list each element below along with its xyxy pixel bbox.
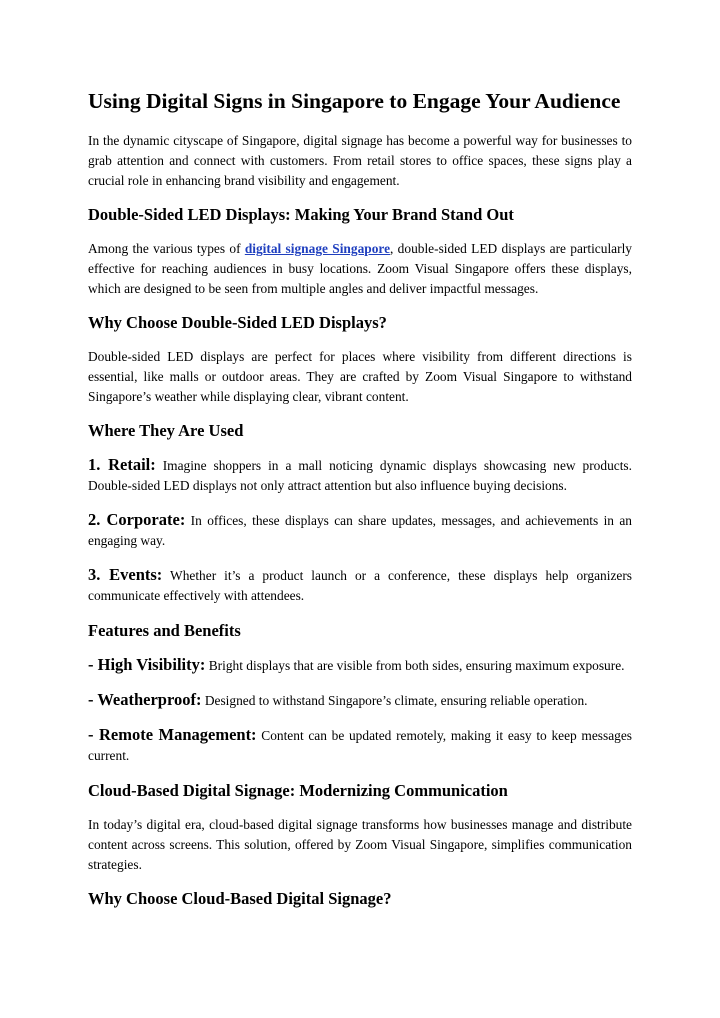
item-text: Bright displays that are visible from both sides, ensuring maximum exposure.	[205, 658, 625, 673]
item-text: Designed to withstand Singapore’s climate, ensuring reliable operation.	[201, 693, 588, 708]
item-text: Imagine shoppers in a mall noticing dynamic displays showcasing new products. Double-sided LED displays not only attract attention but also influence buying decisions.	[88, 458, 632, 493]
item-lead: - High Visibility:	[88, 655, 206, 674]
use-item-corporate	[88, 510, 632, 551]
section-heading-cloud-based: Cloud-Based Digital Signage: Modernizing Communication	[88, 781, 508, 800]
item-lead: - Weatherproof:	[88, 690, 202, 709]
page-title: Using Digital Signs in Singapore to Engage Your Audience	[88, 89, 621, 113]
use-item-events	[88, 565, 632, 606]
feature-item-remote-management	[88, 725, 632, 766]
use-item-retail	[88, 455, 632, 496]
intro-paragraph: In the dynamic cityscape of Singapore, digital signage has become a powerful way for businesses to grab attention and connect with customers. From retail stores to office spaces, these signs play a crucial role in enhancing brand visibility and engagement.	[88, 133, 632, 188]
digital-signage-singapore-link[interactable]: digital signage Singapore	[244, 241, 391, 256]
item-lead: 2. Corporate:	[88, 510, 186, 529]
section-heading-features: Features and Benefits	[88, 621, 241, 640]
section-heading-why-cloud-based: Why Choose Cloud-Based Digital Signage?	[88, 889, 392, 908]
feature-item-high-visibility	[88, 655, 632, 676]
item-lead: 1. Retail:	[88, 455, 156, 474]
double-sided-paragraph	[88, 239, 632, 299]
item-text: Content can be updated remotely, making it easy to keep messages current.	[88, 728, 632, 763]
paragraph-text: , double-sided LED displays are particularly effective for reaching audiences in busy locations. Zoom Visual Singapore offers these displays, which are designed to be seen from multiple angles and deliver impactful messages.	[88, 241, 632, 296]
item-text: In offices, these displays can share updates, messages, and achievements in an engaging way.	[88, 513, 632, 548]
cloud-based-paragraph: In today’s digital era, cloud-based digital signage transforms how businesses manage and distribute content across screens. This solution, offered by Zoom Visual Singapore, simplifies communication strategies.	[88, 817, 632, 872]
item-lead: - Remote Management:	[88, 725, 257, 744]
item-text: Whether it’s a product launch or a conference, these displays help organizers communicate effectively with attendees.	[88, 568, 633, 603]
item-lead: 3. Events:	[88, 565, 163, 584]
section-heading-why-double-sided: Why Choose Double-Sided LED Displays?	[88, 313, 387, 332]
feature-item-weatherproof	[88, 690, 632, 711]
section-heading-double-sided: Double-Sided LED Displays: Making Your Brand Stand Out	[88, 205, 514, 224]
why-double-sided-paragraph: Double-sided LED displays are perfect for places where visibility from different directions is essential, like malls or outdoor areas. They are crafted by Zoom Visual Singapore to withstand Singapore’s weather while displaying clear, vibrant content.	[88, 349, 632, 404]
paragraph-text: Among the various types of	[88, 241, 245, 256]
section-heading-where-used: Where They Are Used	[88, 421, 244, 440]
